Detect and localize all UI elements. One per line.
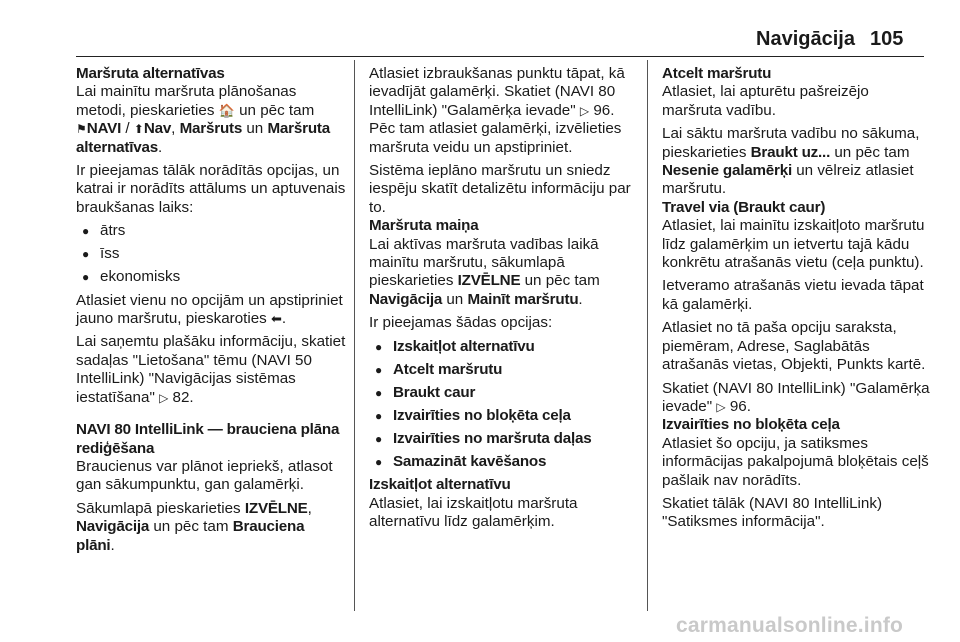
paragraph-select-option: Atlasiet vienu no opcijām un apstipriniet jauno maršrutu, pieskaroties ⬅.: [76, 291, 343, 328]
column-divider-2: [647, 60, 648, 611]
section-route-change: Maršruta maiņa Lai aktīvas maršruta vadības laikā mainītu maršrutu, sākumlapā pieskarieties IZVĒLNE un pēc tam Navigācija un Mainīt maršrutu.: [369, 217, 639, 309]
list-item: ● īss: [76, 245, 346, 263]
paragraph-trip-plans: Sākumlapā pieskarieties IZVĒLNE, Navigācija un pēc tam Brauciena plāni.: [76, 499, 312, 554]
list-item: ● Izvairīties no maršruta daļas: [369, 430, 639, 448]
heading-cancel-route: Atcelt maršrutu: [662, 65, 772, 82]
paragraph-select-departure: Atlasiet izbraukšanas punktu tāpat, kā ievadījāt galamērķi. Skatiet (NAVI 80 IntelliLink) "Galamērķa ievade" ▷ 96. Pēc tam atlasiet galamērķi, izvēlieties maršruta veidu un apstipriniet.: [369, 65, 625, 156]
back-icon: ⬅: [271, 311, 282, 327]
paragraph-available-options: Ir pieejamas šādas opcijas:: [369, 314, 553, 332]
section-calculate-alternative: Izskaitļot alternatīvu Atlasiet, lai izskaitļotu maršruta alternatīvu līdz galamērķim.: [369, 476, 639, 531]
paragraph-restart-guidance: Lai sāktu maršruta vadību no sākuma, pieskarieties Braukt uz... un pēc tam Nesenie galamērķi un vēlreiz atlasiet maršrutu.: [662, 125, 920, 198]
column-divider-1: [354, 60, 355, 611]
watermark-text: carmanualsonline.info: [676, 614, 904, 637]
paragraph-system-plans: Sistēma ieplāno maršrutu un sniedz iespēju skatīt detalizētu informāciju par to.: [369, 162, 631, 216]
list-item: ● ātrs: [76, 222, 346, 240]
paragraph-select-list: Atlasiet no tā paša opciju saraksta, piemēram, Adrese, Saglabātās atrašanās vietas, Objekti, Punkts kartē.: [662, 319, 926, 374]
reference-icon: ▷: [579, 103, 590, 118]
flag-icon: ⚑: [76, 122, 87, 137]
header-rule: [76, 56, 924, 57]
section-trip-plan-editing: NAVI 80 IntelliLink — brauciena plāna rediģēšana Braucienus var plānot iepriekš, atlasot gan sākumpunktu, gan galamērķi.: [76, 421, 346, 495]
paragraph-see-destination: Skatiet (NAVI 80 IntelliLink) "Galamērķa ievade" ▷ 96.: [662, 379, 930, 415]
heading-calculate-alternative: Izskaitļot alternatīvu: [369, 476, 511, 494]
route-options-list: [76, 222, 346, 286]
column-1: [76, 65, 346, 560]
page-header-title: Navigācija: [756, 28, 855, 50]
section-cancel-route: Atcelt maršrutu Atlasiet, lai apturētu pašreizējo maršruta vadību.: [662, 65, 932, 120]
paragraph-traffic-info: Skatiet tālāk (NAVI 80 IntelliLink) "Satiksmes informācija".: [662, 494, 883, 531]
page-number: 105: [870, 28, 904, 50]
heading-route-change: Maršruta maiņa: [369, 217, 479, 235]
heading-avoid-blocked-road: Izvairīties no bloķēta ceļa: [662, 416, 840, 434]
heading-route-alternatives: Maršruta alternatīvas: [76, 65, 225, 82]
section-route-alternatives: Maršruta alternatīvas Lai mainītu maršruta plānošanas metodi, pieskarieties 🏠 un pēc tam ⚑NAVI / ⬆Nav, Maršruts un Maršruta alternatīvas.: [76, 65, 346, 157]
home-icon: 🏠: [218, 102, 235, 118]
reference-icon: ▷: [716, 399, 726, 414]
section-avoid-blocked-road: Izvairīties no bloķēta ceļa Atlasiet šo opciju, ja satiksmes informācijas pakalpojumā bloķētais ceļš pašlaik nav norādīts.: [662, 416, 932, 490]
column-3: [662, 65, 932, 537]
change-route-options-list: [369, 338, 639, 471]
column-2: [369, 65, 639, 536]
section-travel-via: Travel via (Braukt caur) Atlasiet, lai mainītu izskaitļoto maršrutu līdz galamērķim un ietvertu tajā kādu konkrētu atrašanās vietu (ceļa punktu).: [662, 199, 932, 273]
list-item: ● ekonomisks: [76, 268, 346, 286]
paragraph-options-intro: Ir pieejamas tālāk norādītās opcijas, un katrai ir norādīts attālums un aptuvenais braukšanas laiks:: [76, 162, 346, 216]
list-item: ● Atcelt maršrutu: [369, 361, 639, 379]
list-item: ● Braukt caur: [369, 384, 639, 402]
heading-trip-plan-editing: NAVI 80 IntelliLink — brauciena plāna rediģēšana: [76, 421, 340, 457]
nav-arrow-icon: ⬆: [133, 122, 144, 137]
paragraph-more-info: Lai saņemtu plašāku informāciju, skatiet sadaļas "Lietošana" tēmu (NAVI 50 IntelliLink) "Navigācijas sistēmas iestatīšana" ▷ 82.: [76, 333, 346, 406]
paragraph-waypoint-entry: Ietveramo atrašanās vietu ievada tāpat kā galamērķi.: [662, 277, 924, 313]
heading-travel-via: Travel via (Braukt caur): [662, 198, 826, 216]
list-item: ● Izskaitļot alternatīvu: [369, 338, 639, 356]
list-item: ● Izvairīties no bloķēta ceļa: [369, 407, 639, 425]
reference-icon: ▷: [159, 390, 169, 405]
list-item: ● Samazināt kavēšanos: [369, 453, 639, 471]
